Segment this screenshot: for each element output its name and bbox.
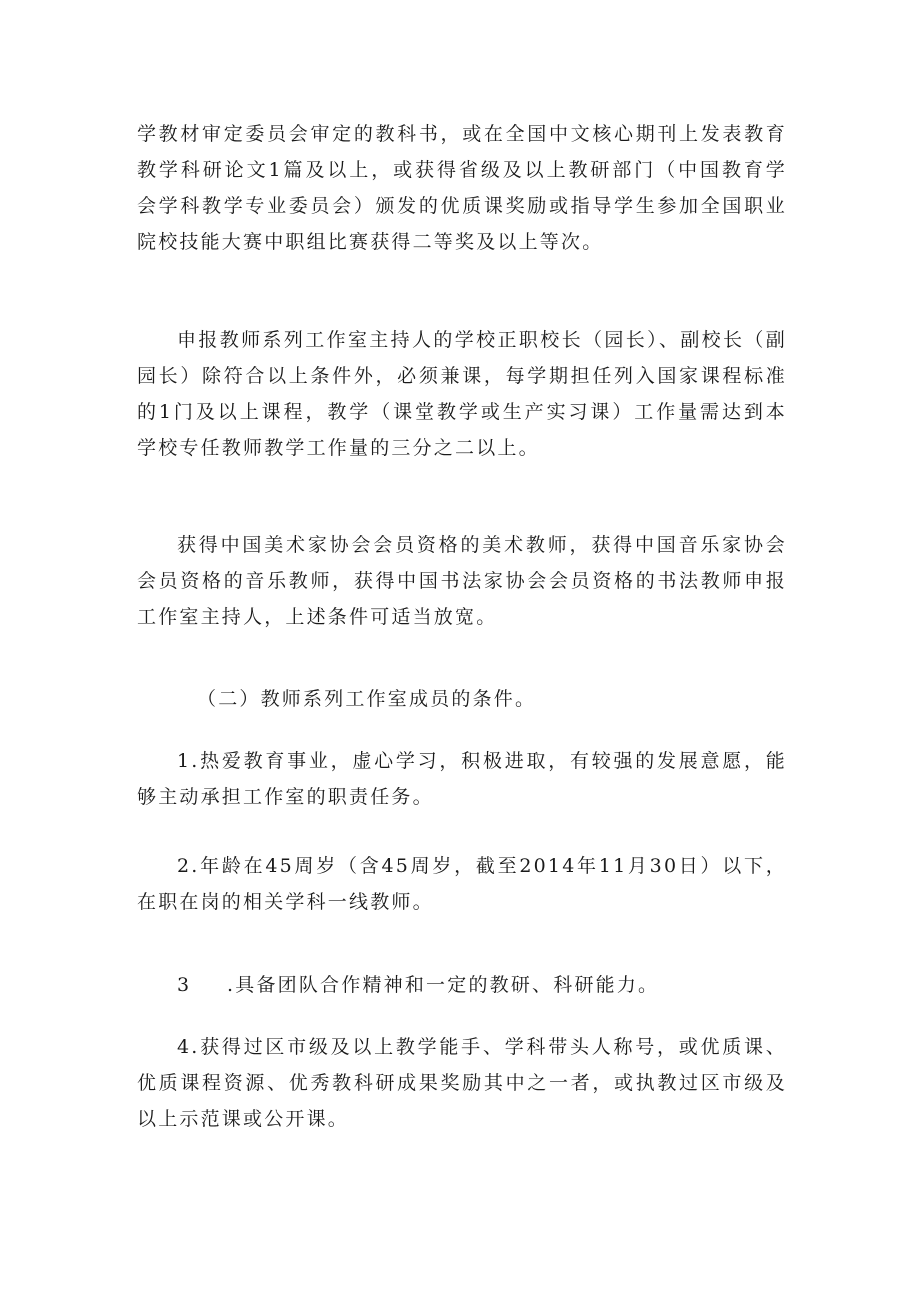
list-item-number: 3 [177, 974, 192, 996]
list-item-text: .具备团队合作精神和一定的教研、科研能力。 [227, 974, 660, 996]
list-item [137, 1029, 787, 1137]
list-item-number: 1 [177, 750, 192, 772]
paragraph-arts-teachers: 获得中国美术家协会会员资格的美术教师，获得中国音乐家协会会员资格的音乐教师，获得中国书法家协会会员资格的书法教师申报工作室主持人，上述条件可适当放宽。 [137, 534, 787, 628]
list-item-text: .年龄在45周岁（含45周岁，截至2014年11月30日）以下，在职在岗的相关学科一线教师。 [137, 855, 787, 913]
paragraph-principal-requirements: 申报教师系列工作室主持人的学校正职校长（园长）、副校长（副园长）除符合以上条件外，必须兼课，每学期担任列入国家课程标准的1门及以上课程，教学（课堂教学或生产实习课）工作量需达到本学校专任教师教学工作量的三分之二以上。 [137, 329, 787, 459]
section-heading: （二）教师系列工作室成员的条件。 [197, 688, 537, 710]
list-item-number: 4 [177, 1036, 192, 1058]
paragraph-continuation: 学教材审定委员会审定的教科书，或在全国中文核心期刊上发表教育教学科研论文1篇及以上，或获得省级及以上教研部门（中国教育学会学科教学专业委员会）颁发的优质课奖励或指导学生参加全国职业院校技能大赛中职组比赛获得二等奖及以上等次。 [137, 123, 787, 253]
list-item [137, 967, 787, 1003]
list-item-text: .热爱教育事业，虚心学习，积极进取，有较强的发展意愿，能够主动承担工作室的职责任务。 [137, 750, 787, 808]
list-item [137, 848, 787, 920]
list-item [137, 743, 787, 815]
list-item-text: .获得过区市级及以上教学能手、学科带头人称号，或优质课、优质课程资源、优秀教科研成果奖励其中之一者，或执教过区市级及以上示范课或公开课。 [137, 1036, 787, 1130]
list-item-number: 2 [177, 855, 192, 877]
